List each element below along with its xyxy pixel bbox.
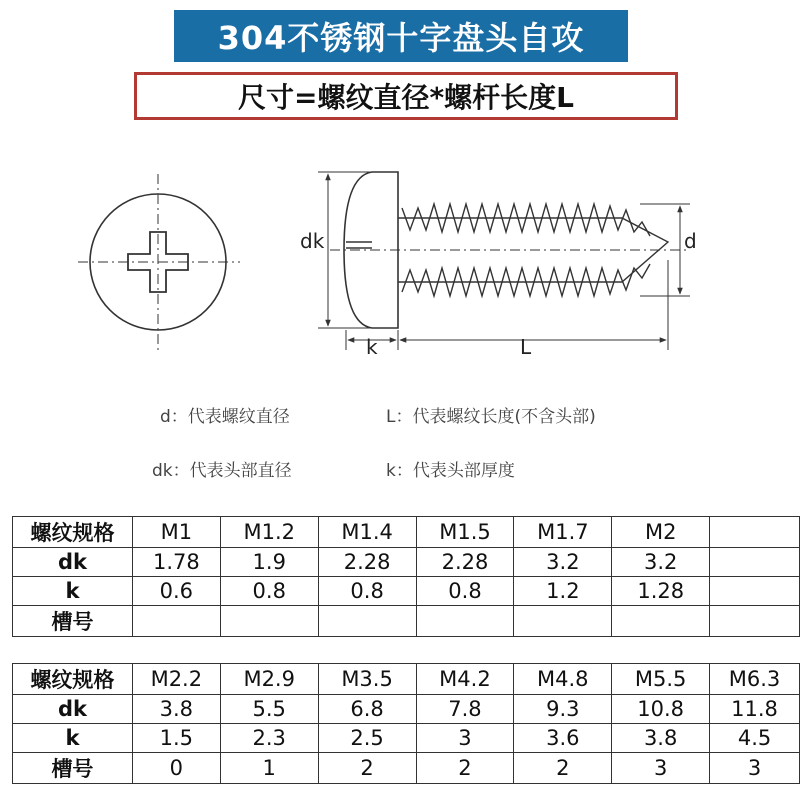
d-label: d: [684, 229, 697, 253]
table-cell: M1.4: [318, 517, 416, 548]
row-header: 螺纹规格: [13, 664, 133, 695]
table-cell: M6.3: [710, 664, 800, 695]
table-cell: 1.28: [612, 577, 710, 606]
row-header: dk: [13, 548, 133, 577]
table-cell: 3: [416, 724, 514, 753]
table-cell: 9.3: [514, 695, 612, 724]
table-cell: 2: [416, 753, 514, 784]
table-cell: [318, 606, 416, 637]
row-header: k: [13, 577, 133, 606]
table-cell: 2.5: [318, 724, 416, 753]
spec-table-small-body: [13, 517, 800, 637]
table-cell: 1.2: [514, 577, 612, 606]
table-cell: 1.5: [132, 724, 220, 753]
table-cell: 11.8: [710, 695, 800, 724]
slot-row: [13, 753, 800, 784]
table-cell: [710, 606, 800, 637]
legend-k: k：代表头部厚度: [386, 461, 515, 481]
table-cell: 3.2: [612, 548, 710, 577]
table-cell: M1: [132, 517, 220, 548]
table-cell: 2: [318, 753, 416, 784]
spec-table-large-body: [13, 664, 800, 784]
dk-row: [13, 695, 800, 724]
slot-row: [13, 606, 800, 637]
table-cell: 4.5: [710, 724, 800, 753]
legend-d: d：代表螺纹直径: [160, 407, 290, 427]
length-label: L: [520, 335, 532, 359]
table-cell: 3: [710, 753, 800, 784]
dk-label: dk: [300, 229, 325, 253]
k-row: [13, 724, 800, 753]
table-cell: 3.8: [612, 724, 710, 753]
table-cell: 1.78: [132, 548, 220, 577]
table-cell: M1.5: [416, 517, 514, 548]
table-cell: 2: [514, 753, 612, 784]
table-cell: 7.8: [416, 695, 514, 724]
table-cell: M2: [612, 517, 710, 548]
table-cell: M5.5: [612, 664, 710, 695]
k-row: [13, 577, 800, 606]
table-cell: 0.8: [318, 577, 416, 606]
row-header: 槽号: [13, 753, 133, 784]
table-cell: 2.3: [220, 724, 318, 753]
row-header: k: [13, 724, 133, 753]
table-cell: 1: [220, 753, 318, 784]
spec-table-small: [12, 516, 800, 637]
table-cell: 2.28: [318, 548, 416, 577]
table-cell: 1.9: [220, 548, 318, 577]
table-cell: M2.9: [220, 664, 318, 695]
table-cell: [710, 517, 800, 548]
table-cell: [132, 606, 220, 637]
screw-diagram: [0, 130, 800, 510]
subtitle-box: [134, 72, 678, 120]
dk-row: [13, 548, 800, 577]
table-cell: [710, 548, 800, 577]
screw-side-view: [318, 172, 690, 350]
size-row: [13, 517, 800, 548]
table-cell: 6.8: [318, 695, 416, 724]
table-cell: M4.8: [514, 664, 612, 695]
legend-length: L：代表螺纹长度(不含头部): [386, 407, 596, 427]
table-cell: 2.28: [416, 548, 514, 577]
screw-top-view: [78, 174, 240, 350]
legend-dk: dk：代表头部直径: [152, 461, 292, 481]
table-cell: [220, 606, 318, 637]
table-cell: 10.8: [612, 695, 710, 724]
page-title: 304不锈钢十字盘头自攻: [217, 19, 585, 57]
subtitle-text: 尺寸=螺纹直径*螺杆长度L: [238, 81, 574, 114]
table-cell: M4.2: [416, 664, 514, 695]
k-label: k: [366, 335, 378, 359]
row-header: dk: [13, 695, 133, 724]
table-cell: 5.5: [220, 695, 318, 724]
table-cell: 3.2: [514, 548, 612, 577]
table-cell: M1.2: [220, 517, 318, 548]
table-cell: M2.2: [132, 664, 220, 695]
table-cell: 0.8: [220, 577, 318, 606]
row-header: 螺纹规格: [13, 517, 133, 548]
table-cell: [416, 606, 514, 637]
table-cell: M1.7: [514, 517, 612, 548]
table-cell: 3.8: [132, 695, 220, 724]
table-cell: M3.5: [318, 664, 416, 695]
table-cell: 3.6: [514, 724, 612, 753]
spec-table-large: [12, 663, 800, 784]
table-cell: [710, 577, 800, 606]
table-cell: 3: [612, 753, 710, 784]
size-row: [13, 664, 800, 695]
table-cell: 0: [132, 753, 220, 784]
table-cell: 0.8: [416, 577, 514, 606]
row-header: 槽号: [13, 606, 133, 637]
table-cell: [514, 606, 612, 637]
table-cell: 0.6: [132, 577, 220, 606]
title-banner: [174, 10, 628, 62]
table-cell: [612, 606, 710, 637]
